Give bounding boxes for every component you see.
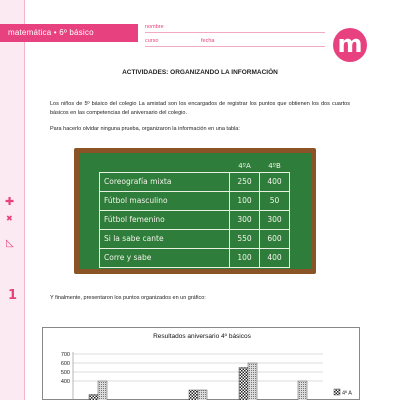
y-tick-label: 500: [60, 370, 70, 376]
chart-intro-paragraph: Y finalmente, presentaron los puntos organizados en un gráfico:: [50, 295, 206, 301]
activity-cell: Corre y sabe: [100, 248, 230, 267]
table-row: [100, 229, 290, 248]
nombre-line[interactable]: [145, 32, 325, 33]
score-4b-cell: 400: [260, 172, 290, 191]
y-tick-label: 700: [60, 352, 70, 358]
plus-decoration-icon: ✚: [5, 195, 15, 208]
bar-4b: [298, 381, 307, 400]
table-row: [100, 210, 290, 229]
fecha-label: fecha: [201, 38, 215, 44]
table-header-4b: 4ºB: [260, 160, 290, 172]
score-4a-cell: 300: [230, 210, 260, 229]
legend-label-4a: 4º A: [342, 390, 352, 397]
bar-chart: [42, 327, 360, 400]
ruler-decoration-icon: ◺: [6, 238, 14, 249]
table-row: [100, 191, 290, 210]
table-row: [100, 248, 290, 267]
worksheet-header: [0, 20, 400, 58]
score-4b-cell: 300: [260, 210, 290, 229]
bar-4b: [248, 363, 257, 400]
margin-line: [24, 0, 25, 400]
legend-swatch-4a: [334, 389, 340, 395]
bar-4a: [89, 395, 98, 400]
score-4b-cell: 50: [260, 191, 290, 210]
table-row: [100, 172, 290, 191]
score-4b-cell: 600: [260, 229, 290, 248]
chart-title: Resultados aniversario 4º básicos: [153, 333, 251, 340]
bar-4a: [239, 368, 248, 400]
score-4a-cell: 250: [230, 172, 260, 191]
score-4b-cell: 400: [260, 248, 290, 267]
bar-4b: [198, 390, 207, 400]
brand-logo: [333, 28, 367, 62]
chalkboard: [74, 148, 316, 274]
score-4a-cell: 100: [230, 191, 260, 210]
student-form: [145, 20, 325, 50]
points-table: [99, 160, 290, 268]
intro-paragraph: Los niños de 5º básico del colegio La amistad son los encargados de registrar los puntos que obtienen los dos cuartos básicos en las competencias del aniversario del colegio.: [50, 101, 350, 116]
table-header-row: [100, 160, 290, 172]
curso-line[interactable]: [145, 46, 325, 47]
activity-cell: Fútbol femenino: [100, 210, 230, 229]
score-4a-cell: 100: [230, 248, 260, 267]
table-header-4a: 4ºA: [230, 160, 260, 172]
logo-letter: m: [337, 30, 363, 58]
activity-cell: Coreografía mixta: [100, 172, 230, 191]
y-tick-label: 400: [60, 379, 70, 385]
bar-4a: [189, 390, 198, 400]
table-intro-paragraph: Para hacerlo olvidar ninguna prueba, organizaron la información en una tabla:: [50, 126, 240, 132]
activity-cell: Fútbol masculino: [100, 191, 230, 210]
score-4a-cell: 550: [230, 229, 260, 248]
activity-cell: Si la sabe cante: [100, 229, 230, 248]
page-title: ACTIVIDADES: ORGANIZANDO LA INFORMACIÓN: [122, 69, 278, 76]
subject-label: matemática • 6º básico: [8, 28, 94, 37]
number-one-decoration-icon: 1: [8, 288, 18, 303]
table-header-blank: [100, 160, 230, 172]
nombre-label: nombre: [145, 24, 164, 30]
curso-label: curso: [145, 38, 159, 44]
bar-4b: [98, 381, 107, 400]
chart-canvas: [43, 328, 361, 400]
minus-decoration-icon: ✖: [6, 214, 13, 223]
chalkboard-surface: [79, 153, 311, 269]
y-tick-label: 600: [60, 361, 70, 367]
